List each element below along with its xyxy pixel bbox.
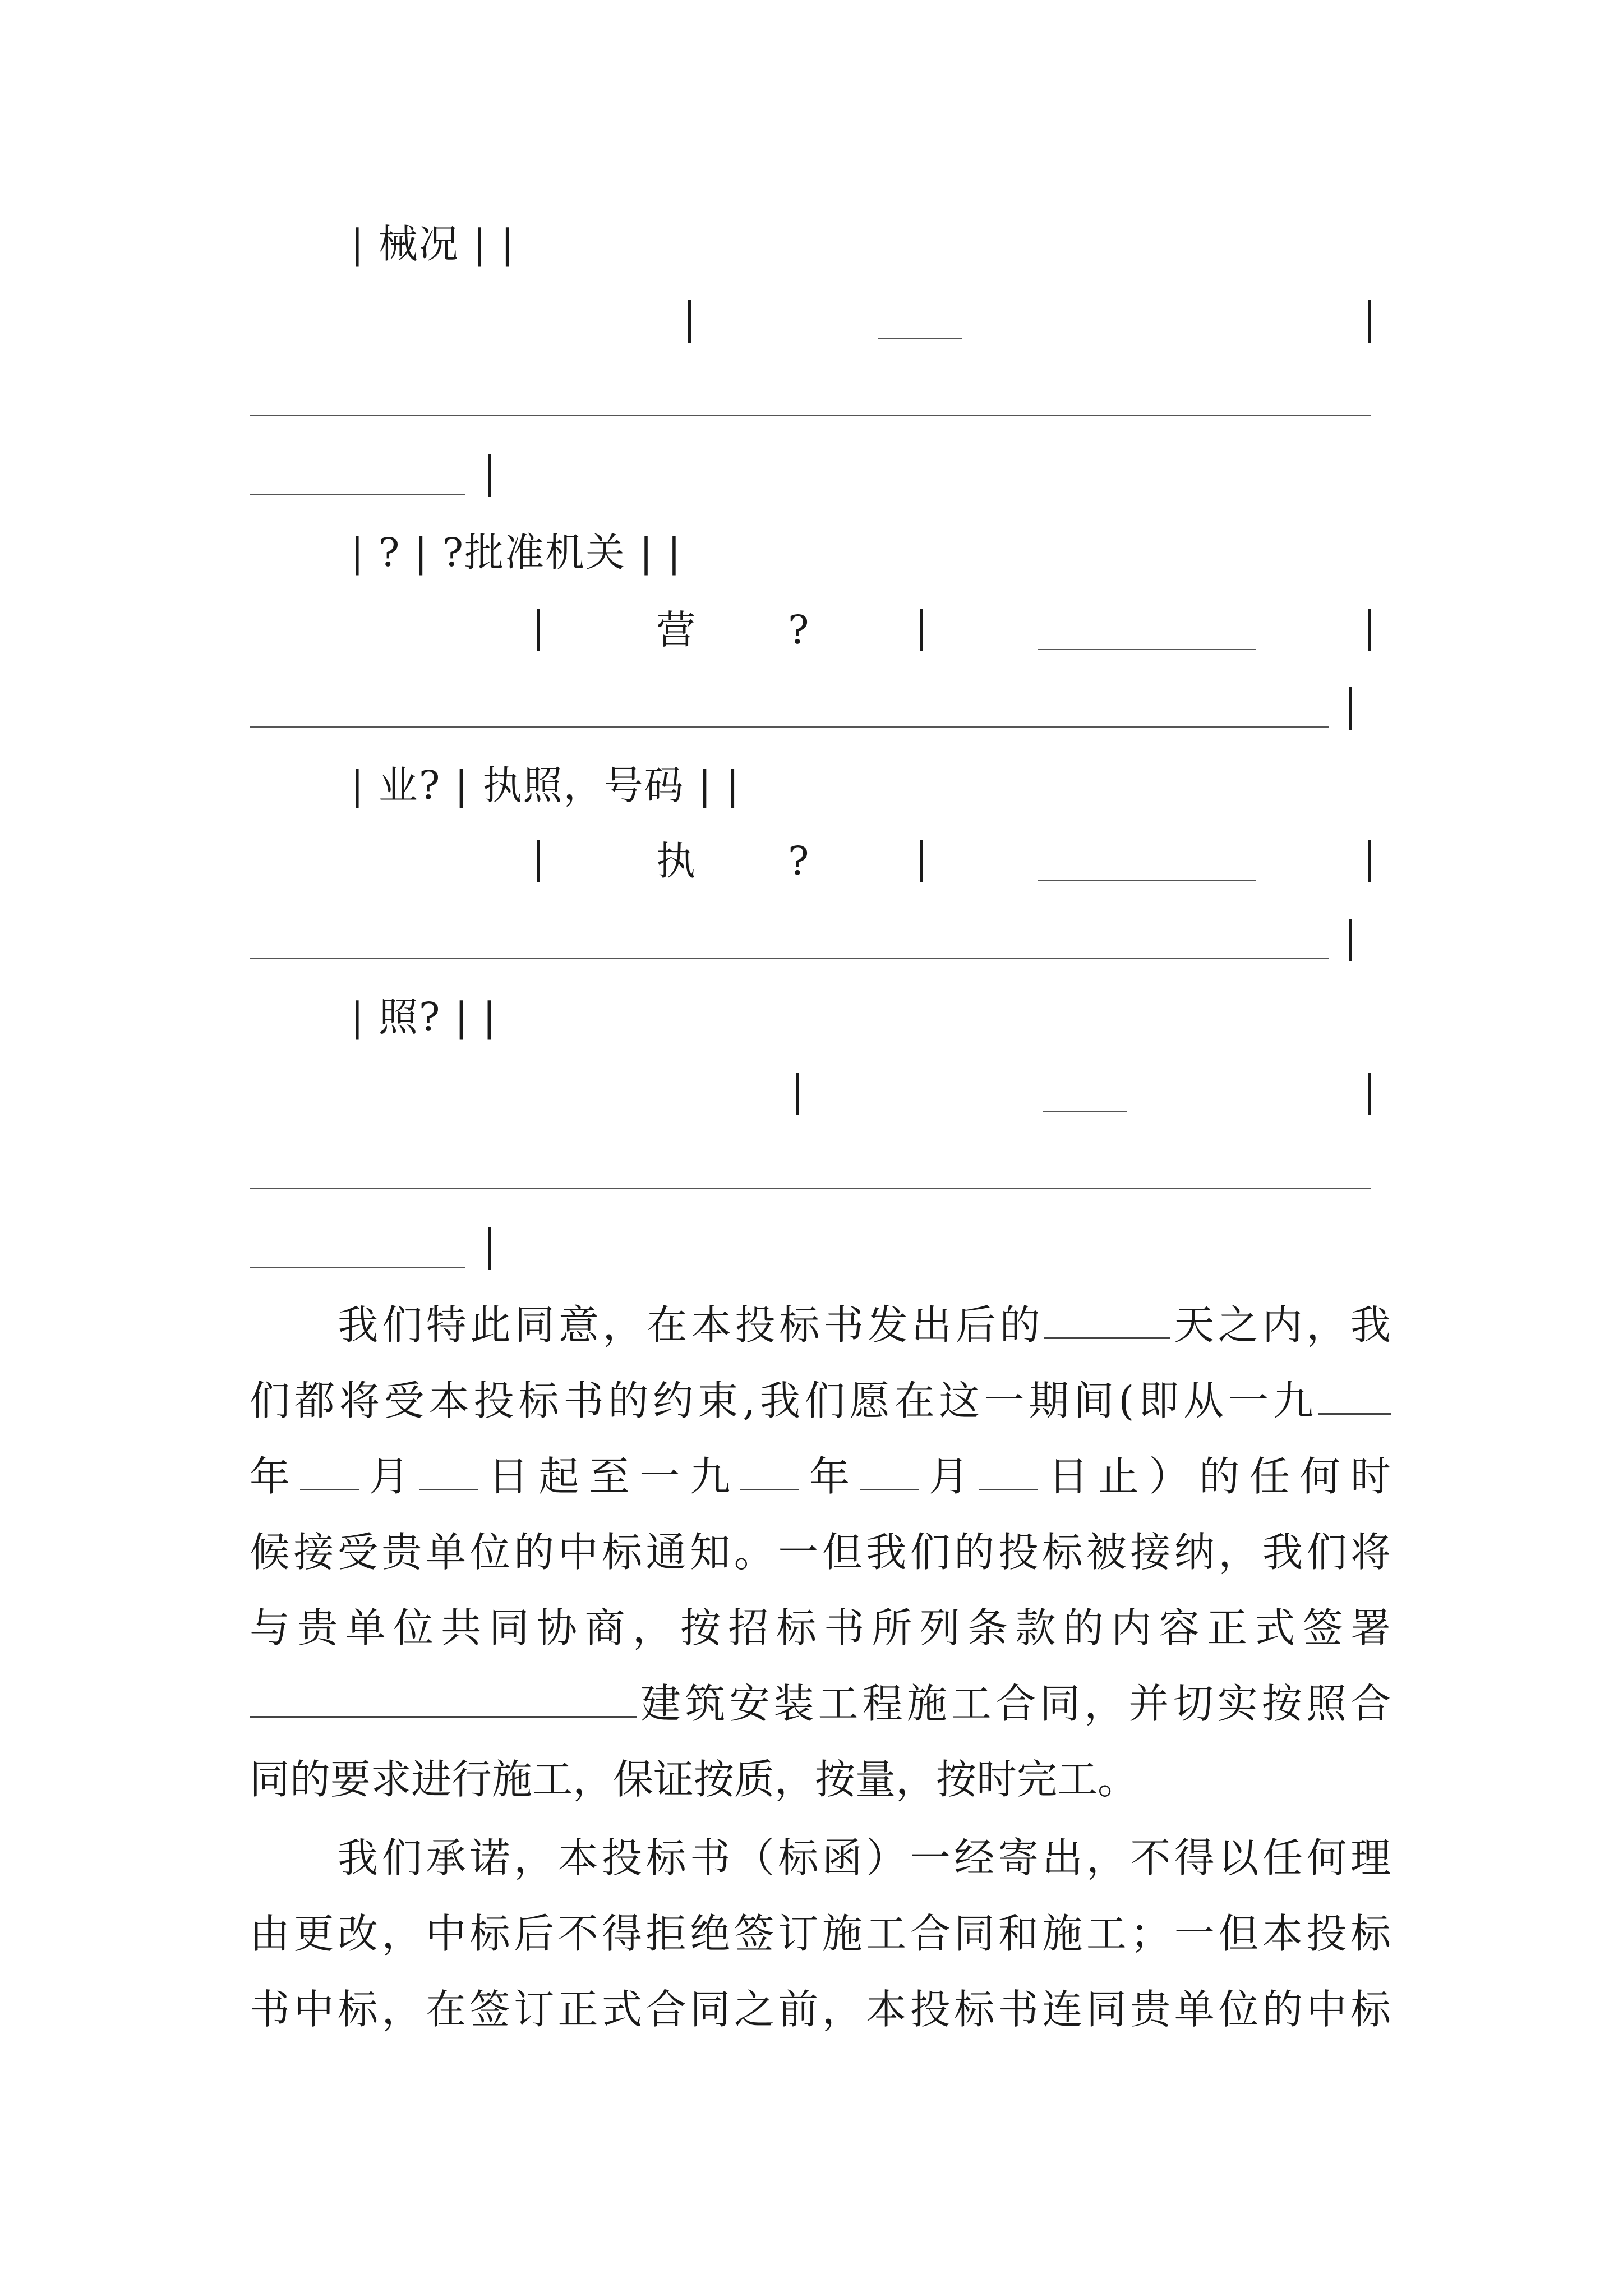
blank-year xyxy=(1318,1381,1391,1415)
text-line: 年 月 日起至一九 年 月 日止）的任何时 xyxy=(250,1453,1391,1500)
table-rule xyxy=(250,1188,1371,1189)
blank-line xyxy=(1043,1111,1127,1112)
table-cell-question: ? xyxy=(788,838,810,884)
table-rule xyxy=(250,958,1329,959)
text-line: 我们承诺，本投标书（标函）一经寄出，不得以任何理 xyxy=(338,1834,1391,1881)
table-row-license-number: | 业? | 执照，号码 | | xyxy=(351,762,741,808)
text-line: 我们特此同意，在本投标书发出后的 天之内，我 xyxy=(338,1301,1391,1349)
table-border xyxy=(1368,1073,1371,1115)
paragraph-consent xyxy=(250,1287,1391,1818)
blank-project-name xyxy=(250,1683,637,1718)
blank-line xyxy=(1038,649,1256,650)
blank-day xyxy=(419,1456,478,1490)
table-border xyxy=(1349,687,1352,730)
table-border xyxy=(920,840,923,882)
table-row-machinery-status: | 械况 | | xyxy=(351,221,515,267)
table-border xyxy=(688,300,691,343)
blank-day xyxy=(979,1456,1038,1490)
table-border xyxy=(1349,919,1352,961)
text-line: 建筑安装工程施工合同，并切实按照合 xyxy=(250,1666,1391,1742)
paragraph-commitment xyxy=(250,1820,1391,2047)
blank-days xyxy=(1044,1305,1170,1339)
table-border xyxy=(537,609,540,651)
text-line: 与贵单位共同协商，按招标书所列条款的内容正式签署 xyxy=(250,1604,1391,1651)
text-line: 同的要求进行施工，保证按质，按量，按时完工。 xyxy=(250,1756,1138,1803)
text-line: 候接受贵单位的中标通知。一但我们的投标被接纳，我们将 xyxy=(250,1529,1391,1576)
text-line: 由更改，中标后不得拒绝签订施工合同和施工；一但本投标 xyxy=(250,1910,1391,1957)
text-line: 们都将受本投标书的约束,我们愿在这一期间(即从一九 xyxy=(250,1363,1391,1439)
blank-year xyxy=(740,1456,799,1490)
table-rule xyxy=(250,494,465,495)
table-border xyxy=(1368,840,1371,882)
table-rule xyxy=(250,726,1329,728)
table-rule xyxy=(250,1267,465,1268)
table-cell-zhi: 执 xyxy=(656,838,697,884)
table-row-license: | 照? | | xyxy=(351,994,497,1040)
table-border xyxy=(1368,300,1371,343)
text-line: 书中标，在签订正式合同之前，本投标书连同贵单位的中标 xyxy=(250,1986,1391,2033)
table-cell-question: ? xyxy=(788,607,810,653)
table-border xyxy=(537,840,540,882)
table-border xyxy=(488,1227,491,1270)
table-border xyxy=(920,609,923,651)
blank-line xyxy=(878,338,962,339)
table-border xyxy=(488,454,491,497)
table-row-approval-authority: | ? | ?批准机关 | | xyxy=(351,530,682,576)
table-border xyxy=(1368,609,1371,651)
table-rule xyxy=(250,415,1371,416)
table-cell-ying: 营 xyxy=(656,607,697,653)
table-border xyxy=(796,1073,799,1115)
blank-line xyxy=(1038,880,1256,881)
blank-month xyxy=(300,1456,359,1490)
blank-month xyxy=(860,1456,919,1490)
